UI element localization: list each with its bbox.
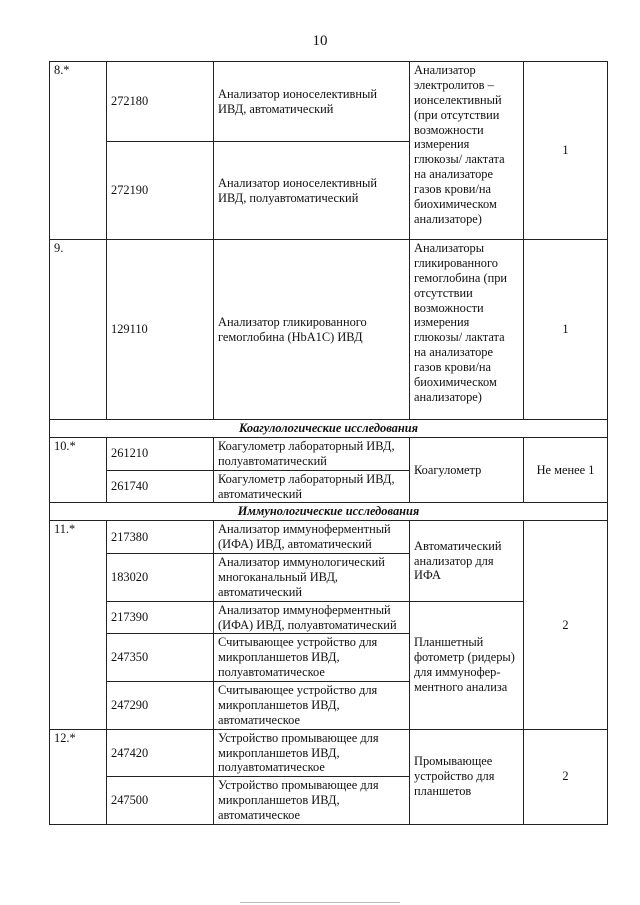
page-bottom-edge	[240, 902, 400, 903]
item-name: Коагулометр лабораторный ИВД, автоматический	[214, 470, 410, 503]
table-row	[50, 240, 608, 420]
section-title: Иммунологические исследования	[50, 503, 608, 521]
item-code: 272180	[107, 62, 214, 142]
section-title: Коагулологические исследования	[50, 420, 608, 438]
item-code: 247420	[107, 729, 214, 777]
item-code: 247290	[107, 682, 214, 730]
item-name: Коагулометр лабораторный ИВД, полуавтоматический	[214, 437, 410, 470]
item-name: Считывающее устройство для микропланшетов ИВД, автоматическое	[214, 682, 410, 730]
row-number: 10.*	[50, 437, 107, 503]
equipment-kind: Анализаторы гликированного гемоглобина (при отсутствии возможности измерения глюкозы/ лактата на анализаторе газов крови/на биохимическом анализаторе)	[410, 240, 524, 420]
item-code: 217380	[107, 521, 214, 554]
page-number: 10	[312, 33, 328, 49]
quantity: 1	[524, 240, 608, 420]
item-name: Анализатор иммунологический многоканальный ИВД, автоматический	[214, 554, 410, 602]
item-name: Анализатор гликированного гемоглобина (HbA1C) ИВД	[214, 240, 410, 420]
equipment-table	[49, 61, 608, 825]
row-number: 8.*	[50, 62, 107, 240]
row-number: 9.	[50, 240, 107, 420]
item-code: 217390	[107, 601, 214, 634]
table-row	[50, 62, 608, 142]
item-code: 129110	[107, 240, 214, 420]
section-row	[50, 503, 608, 521]
item-code: 247500	[107, 777, 214, 825]
equipment-kind: Планшетный фотометр (ридеры) для иммунофер-ментного анализа	[410, 601, 524, 729]
item-code: 247350	[107, 634, 214, 682]
table-row	[50, 437, 608, 470]
item-code: 183020	[107, 554, 214, 602]
item-name: Устройство промывающее для микропланшетов ИВД, полуавтоматическое	[214, 729, 410, 777]
quantity: Не менее 1	[524, 437, 608, 503]
item-code: 272190	[107, 142, 214, 240]
item-name: Устройство промывающее для микропланшетов ИВД, автоматическое	[214, 777, 410, 825]
equipment-kind: Анализатор электролитов – ионселективный (при отсутствии возможности измерения глюкозы/ лактата на анализаторе газов крови/на биохимическом анализаторе)	[410, 62, 524, 240]
row-number: 11.*	[50, 521, 107, 729]
quantity: 2	[524, 729, 608, 824]
item-name: Анализатор иммуноферментный (ИФА) ИВД, полуавтоматический	[214, 601, 410, 634]
item-name: Считывающее устройство для микропланшетов ИВД, полуавтоматическое	[214, 634, 410, 682]
quantity: 1	[524, 62, 608, 240]
table-row	[50, 729, 608, 777]
item-code: 261740	[107, 470, 214, 503]
item-code: 261210	[107, 437, 214, 470]
item-name: Анализатор иммуноферментный (ИФА) ИВД, автоматический	[214, 521, 410, 554]
item-name: Анализатор ионоселективный ИВД, автоматический	[214, 62, 410, 142]
equipment-kind: Автоматический анализатор для ИФА	[410, 521, 524, 601]
table-row	[50, 521, 608, 554]
row-number: 12.*	[50, 729, 107, 824]
equipment-kind: Коагулометр	[410, 437, 524, 503]
section-row	[50, 420, 608, 438]
item-name: Анализатор ионоселективный ИВД, полуавтоматический	[214, 142, 410, 240]
equipment-kind: Промывающее устройство для планшетов	[410, 729, 524, 824]
quantity: 2	[524, 521, 608, 729]
